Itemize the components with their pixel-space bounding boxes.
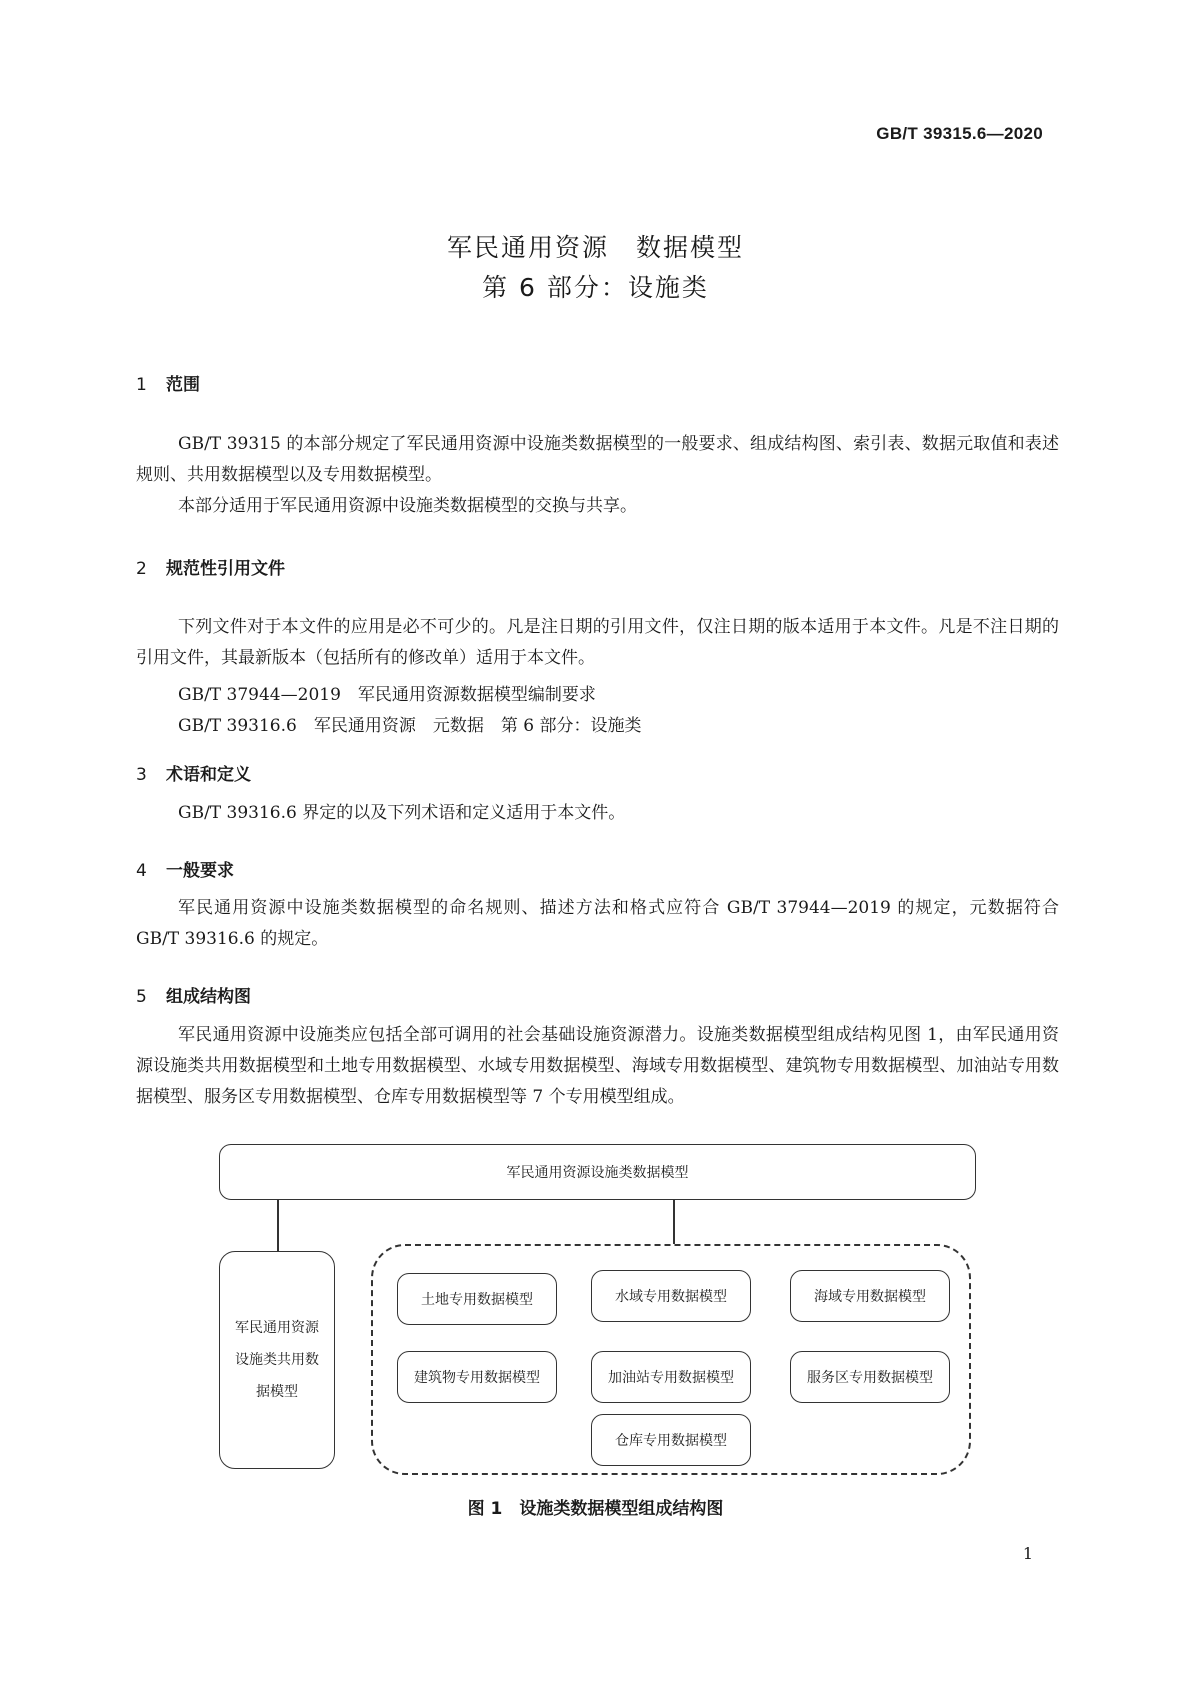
section-title: 范围 [166, 375, 200, 395]
section-heading-normative-references [136, 554, 285, 579]
diagram-gas-station-model-node: 加油站专用数据模型 [591, 1351, 751, 1403]
reference-item: GB/T 39316.6 军民通用资源 元数据 第 6 部分：设施类 [178, 716, 642, 736]
scope-paragraph-1: GB/T 39315 的本部分规定了军民通用资源中设施类数据模型的一般要求、组成结构图、索引表、数据元取值和表述规则、共用数据模型以及专用数据模型。 [136, 434, 1059, 485]
document-title: 军民通用资源 数据模型 [446, 233, 744, 262]
diagram-water-model-node: 水域专用数据模型 [591, 1270, 751, 1322]
figure-caption: 图 1 设施类数据模型组成结构图 [467, 1499, 724, 1519]
connector-line [277, 1200, 279, 1251]
section-number: 1 [136, 375, 147, 395]
terms-paragraph: GB/T 39316.6 界定的以及下列术语和定义适用于本文件。 [178, 803, 626, 823]
structure-paragraph: 军民通用资源中设施类应包括全部可调用的社会基础设施资源潜力。设施类数据模型组成结构见图 1，由军民通用资源设施类共用数据模型和土地专用数据模型、水域专用数据模型、海域专用数据模型、建筑物专用数据模型、加油站专用数据模型、服务区专用数据模型、仓库专用数据模型等 7 个专用模型组成。 [136, 1025, 1059, 1107]
diagram-warehouse-model-node: 仓库专用数据模型 [591, 1414, 751, 1466]
standard-number: GB/T 39315.6—2020 [876, 124, 1043, 143]
document-subtitle: 第 6 部分：设施类 [482, 273, 709, 302]
diagram-root-node: 军民通用资源设施类数据模型 [219, 1144, 976, 1200]
scope-paragraph-2: 本部分适用于军民通用资源中设施类数据模型的交换与共享。 [178, 496, 637, 516]
reference-item: GB/T 37944—2019 军民通用资源数据模型编制要求 [178, 685, 596, 705]
references-paragraph: 下列文件对于本文件的应用是必不可少的。凡是注日期的引用文件，仅注日期的版本适用于本文件。凡是不注日期的引用文件，其最新版本（包括所有的修改单）适用于本文件。 [136, 617, 1059, 668]
section-heading-structure [136, 982, 251, 1007]
section-heading-general-requirements [136, 856, 234, 881]
section-title: 一般要求 [166, 861, 234, 881]
section-number: 4 [136, 861, 147, 881]
section-title: 组成结构图 [166, 987, 251, 1007]
diagram-service-area-model-node: 服务区专用数据模型 [790, 1351, 950, 1403]
page-number: 1 [1022, 1544, 1033, 1563]
diagram-sea-model-node: 海域专用数据模型 [790, 1270, 950, 1322]
section-heading-scope [136, 370, 200, 395]
general-requirements-paragraph: 军民通用资源中设施类数据模型的命名规则、描述方法和格式应符合 GB/T 37944—2019 的规定，元数据符合 GB/T 39316.6 的规定。 [136, 898, 1059, 949]
diagram-land-model-node: 土地专用数据模型 [397, 1273, 557, 1325]
diagram-common-model-node: 军民通用资源设施类共用数据模型 [219, 1251, 335, 1469]
section-number: 5 [136, 987, 147, 1007]
connector-line [673, 1200, 675, 1244]
section-heading-terms [136, 760, 251, 785]
section-title: 规范性引用文件 [166, 559, 285, 579]
section-number: 2 [136, 559, 147, 579]
section-title: 术语和定义 [166, 765, 251, 785]
diagram-building-model-node: 建筑物专用数据模型 [397, 1351, 557, 1403]
section-number: 3 [136, 765, 147, 785]
